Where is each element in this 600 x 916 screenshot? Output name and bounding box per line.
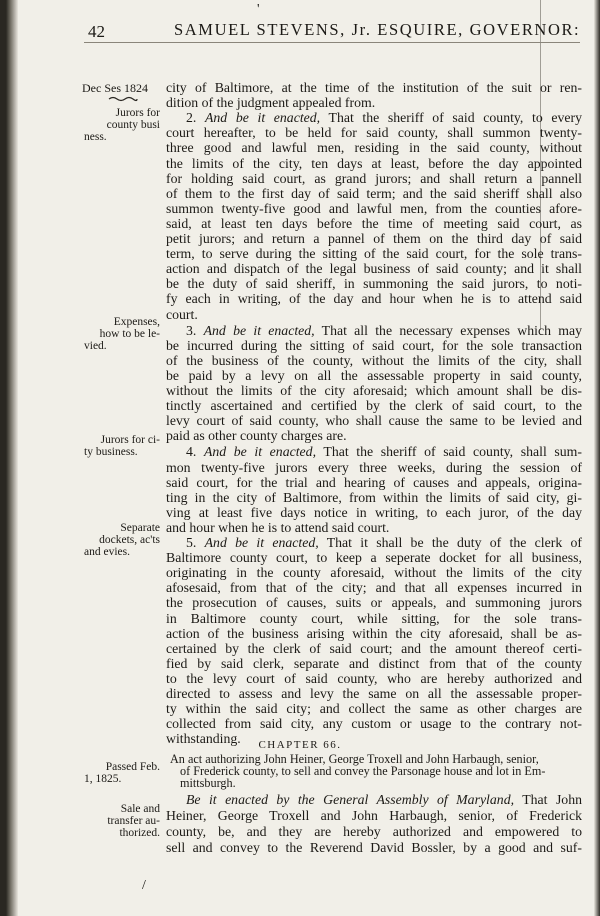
- margin-note-line: vied.: [84, 340, 107, 352]
- page-right-edge: [594, 0, 600, 916]
- body-line: and hour when he is to attend said court.: [166, 519, 390, 535]
- body-line: certained by the clerk of said court; and the amount thereof certi-: [166, 640, 582, 656]
- body-line: paid as other county charges are.: [166, 428, 347, 444]
- chapter-body-line: sell and convey to the Reverend David Bossler, by a good and suf-: [166, 840, 582, 855]
- margin-note-line: Expenses,: [113, 316, 160, 328]
- body-line: be the duty of said sheriff, in summoning the said jurors, to noti-: [166, 276, 582, 292]
- running-title: SAMUEL STEVENS, Jr. ESQUIRE, GOVERNOR:: [174, 20, 581, 39]
- body-line: withstanding.: [166, 731, 241, 747]
- chapter-title-line: of Frederick county, to sell and convey the Parsonage house and lot in Em-: [180, 764, 546, 778]
- body-line: three good and lawful men, residing in the said county, without: [166, 140, 582, 156]
- body-line: without the limits of the city aforesaid; which amount shall be dis-: [166, 383, 582, 398]
- body-line: summon twenty-five good and lawful men, from the counties afore-: [166, 200, 582, 216]
- margin-note-passed: [84, 761, 160, 785]
- body-line: said court, for the trial and hearing of causes and appeals, origina-: [166, 474, 582, 490]
- body-line: dition of the judgment appealed from.: [166, 95, 376, 111]
- margin-note-dockets: [84, 522, 160, 558]
- margin-note-line: thorized.: [119, 827, 160, 839]
- margin-note-line: ty business.: [84, 446, 138, 458]
- body-line: the prosecution of causes, suits or appeals, and summoning jurors: [166, 595, 582, 611]
- body-line: 4. And be it enacted, That the sheriff of said county, shall sum-: [186, 444, 582, 460]
- chapter-body-line: Heiner, George Troxell and John Harbaugh, senior, of Frederick: [166, 808, 582, 823]
- stray-mark: /: [142, 878, 146, 893]
- body-line: ving at least five days notice in writing, to each juror, of the day: [166, 504, 582, 520]
- stray-mark: ': [257, 2, 260, 17]
- enacting-phrase: And be it enacted,: [203, 444, 317, 460]
- body-line: afosesaid, from that of the city; and that all expenses incurred in: [166, 580, 582, 596]
- body-line: 3. And be it enacted, That all the necessary expenses which may: [186, 322, 582, 338]
- margin-note-expenses: [84, 316, 160, 352]
- squiggle-ornament: [108, 96, 138, 102]
- body-line: collected from said city, any custom or usage to the contrary not-: [166, 716, 582, 732]
- body-line: tinctly ascertained and certified by the clerk of said court, to the: [166, 398, 582, 414]
- chapter-title-line: mittsburgh.: [180, 776, 236, 790]
- margin-note-sale: [84, 803, 160, 839]
- body-line: action of the business arising within the city aforesaid, shall be as-: [166, 625, 582, 641]
- body-line: petit jurors; and return a pannel of them on the third day of said: [166, 231, 582, 246]
- body-line: be paid by a levy on all the assessable property in said county,: [166, 367, 582, 383]
- body-line: for holding said court, as grand jurors; and shall return a pannell: [166, 170, 582, 186]
- margin-note-line: Separate: [120, 522, 160, 534]
- margin-note-line: Passed Feb.: [105, 761, 160, 773]
- margin-note-line: county busi: [106, 119, 160, 131]
- body-line: originating in the county aforesaid, without the limits of the city: [166, 565, 582, 581]
- margin-note-line: Sale and: [120, 803, 160, 815]
- body-line: in Baltimore county court, while sitting, for the sole trans-: [166, 610, 582, 626]
- body-line: court hereafter, to be held for said county, shall summon twenty-: [166, 125, 582, 141]
- chapter-heading: CHAPTER 66.: [258, 739, 342, 751]
- enacting-italic: Be it enacted by the General Assembly of Maryland,: [186, 792, 515, 807]
- margin-note-line: transfer au-: [107, 815, 160, 827]
- chapter-body-line: county, be, and they are hereby authorized and empowered to: [166, 824, 582, 839]
- enacting-phrase: And be it enacted,: [204, 110, 321, 126]
- body-line: city of Baltimore, at the time of the institution of the suit or ren-: [166, 80, 582, 95]
- margin-note-line: and evies.: [84, 546, 130, 558]
- body-line: fy each in writing, of the day and hour when he is to attend said: [166, 291, 582, 307]
- page-number: 42: [88, 22, 105, 41]
- margin-note-line: how to be le-: [99, 328, 160, 340]
- margin-note-line: Jurors for ci-: [100, 434, 160, 446]
- body-line: 5. And be it enacted, That it shall be the duty of the clerk of: [186, 535, 582, 550]
- chapter-title-line: An act authorizing John Heiner, George Troxell and John Harbaugh, senior,: [170, 752, 539, 766]
- margin-note-line: 1, 1825.: [84, 773, 122, 785]
- header-rule: [84, 42, 580, 43]
- margin-session-note: Dec Ses 1824: [82, 81, 148, 95]
- enacting-rest: That John: [522, 792, 583, 807]
- body-line: Baltimore county court, to keep a seperate docket for all business,: [166, 550, 582, 566]
- body-line: levy court of said county, who shall cause the same to be levied and: [166, 413, 582, 429]
- margin-note-line: Jurors for: [115, 107, 160, 119]
- body-line: court.: [166, 306, 198, 322]
- enacting-phrase: And be it enacted,: [204, 535, 319, 550]
- body-line: be incurred during the sitting of said court, for the sole transaction: [166, 337, 582, 353]
- body-line: said, at least ten days before the time of meeting said court, as: [166, 215, 582, 231]
- body-line: action and dispatch of the legal business of said county; and it shall: [166, 261, 582, 277]
- body-line: term, to serve during the sitting of the said court, for the sole trans-: [166, 246, 582, 262]
- enacting-clause: [186, 792, 582, 807]
- margin-note-jurors: [84, 107, 160, 143]
- body-line: of them to the first day of said term; and the said sheriff shall also: [166, 185, 582, 201]
- enacting-phrase: And be it enacted,: [203, 322, 315, 338]
- body-line: ty within the said city; and collect the same as other charges are: [166, 701, 582, 717]
- margin-note-line: dockets, ac'ts: [99, 534, 160, 546]
- margin-note-jurors-city: [84, 434, 160, 458]
- margin-note-line: ness.: [84, 131, 107, 143]
- body-line: the limits of the city, ten days at least, before the day appointed: [166, 155, 582, 171]
- body-line: 2. And be it enacted, That the sheriff of said county, to every: [186, 110, 583, 126]
- body-line: mon twenty-five jurors every three weeks, during the session of: [166, 459, 582, 475]
- body-line: ting in the city of Baltimore, from within the limits of said city, gi-: [166, 489, 582, 505]
- body-line: fied by said clerk, separate and distinct from that of the county: [166, 655, 582, 671]
- body-line: directed to assess and levy the same on all the assessable proper-: [166, 686, 582, 701]
- body-line: to the levy court of said county, who are hereby authorized and: [166, 670, 582, 686]
- body-line: of the business of the county, without the limits of the city, shall: [166, 352, 582, 368]
- page-binding-edge: [0, 0, 18, 916]
